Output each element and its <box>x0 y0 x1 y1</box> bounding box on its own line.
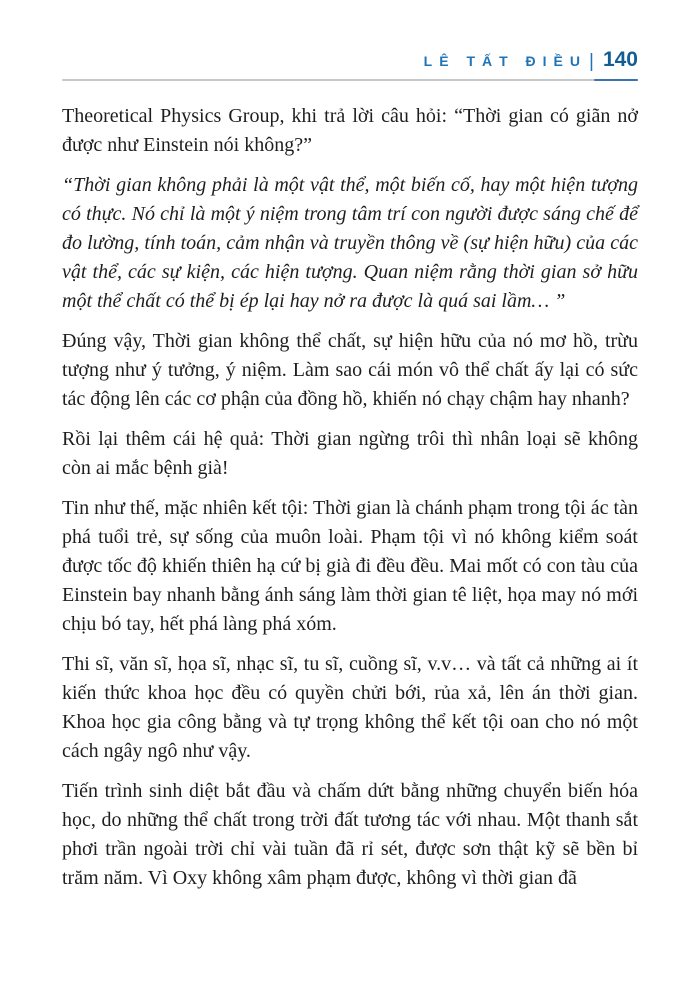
running-head <box>62 48 638 72</box>
paragraph-6: Thi sĩ, văn sĩ, họa sĩ, nhạc sĩ, tu sĩ, cuồng sĩ, v.v… và tất cả những ai ít kiến thức khoa học đều có quyền chửi bới, rủa xả, lên án thời gian. Khoa học gia công bằng và tự trọng không thể kết tội oan cho nó một cách ngây ngô như vậy. <box>62 653 638 762</box>
paragraph-intro: Theoretical Physics Group, khi trả lời câu hỏi: “Thời gian có giãn nở được như Einstein nói không?” <box>62 105 638 156</box>
paragraph-3: Đúng vậy, Thời gian không thể chất, sự hiện hữu của nó mơ hồ, trừu tượng như ý tưởng, ý niệm. Làm sao cái món vô thể chất ấy lại có sức tác động lên các cơ phận của đồng hồ, khiến nó chạy chậm hay nhanh? <box>62 330 638 410</box>
page-body <box>62 102 638 893</box>
page-number: 140 <box>602 48 638 71</box>
paragraph-4: Rồi lại thêm cái hệ quả: Thời gian ngừng trôi thì nhân loại sẽ không còn ai mắc bệnh già! <box>62 428 638 479</box>
header-rule <box>62 79 638 81</box>
paragraph-5: Tin như thế, mặc nhiên kết tội: Thời gian là chánh phạm trong tội ác tàn phá tuổi trẻ, sự sống của muôn loài. Phạm tội vì nó không kiểm soát được tốc độ khiến thiên hạ cứ bị già đi đều đều. Mai mốt có con tàu của Einstein bay nhanh bằng ánh sáng làm thời gian tê liệt, họa may nó mới chịu bó tay, hết phá làng phá xóm. <box>62 497 638 635</box>
header-rule-accent <box>594 79 638 81</box>
header-separator: | <box>589 51 594 72</box>
paragraph-7: Tiến trình sinh diệt bắt đầu và chấm dứt bằng những chuyển biến hóa học, do những thể chất trong trời đất tương tác với nhau. Một thanh sắt phơi trần ngoài trời chỉ vài tuần đã rỉ sét, được sơn thật kỹ sẽ bền bỉ trăm năm. Vì Oxy không xâm phạm được, không vì thời gian đã <box>62 780 638 889</box>
page-header <box>62 48 638 81</box>
author-name: LÊ TẤT ĐIỀU <box>423 53 588 69</box>
quote-paragraph: “Thời gian không phải là một vật thể, một biến cố, hay một hiện tượng có thực. Nó chỉ là một ý niệm trong tâm trí con người được sáng chế để đo lường, tính toán, cảm nhận và truyền thông về (sự hiện hữu) của các vật thể, các sự kiện, các hiện tượng. Quan niệm rằng thời gian sở hữu một thể chất có thể bị ép lại hay nở ra được là quá sai lầm… ” <box>62 174 638 312</box>
